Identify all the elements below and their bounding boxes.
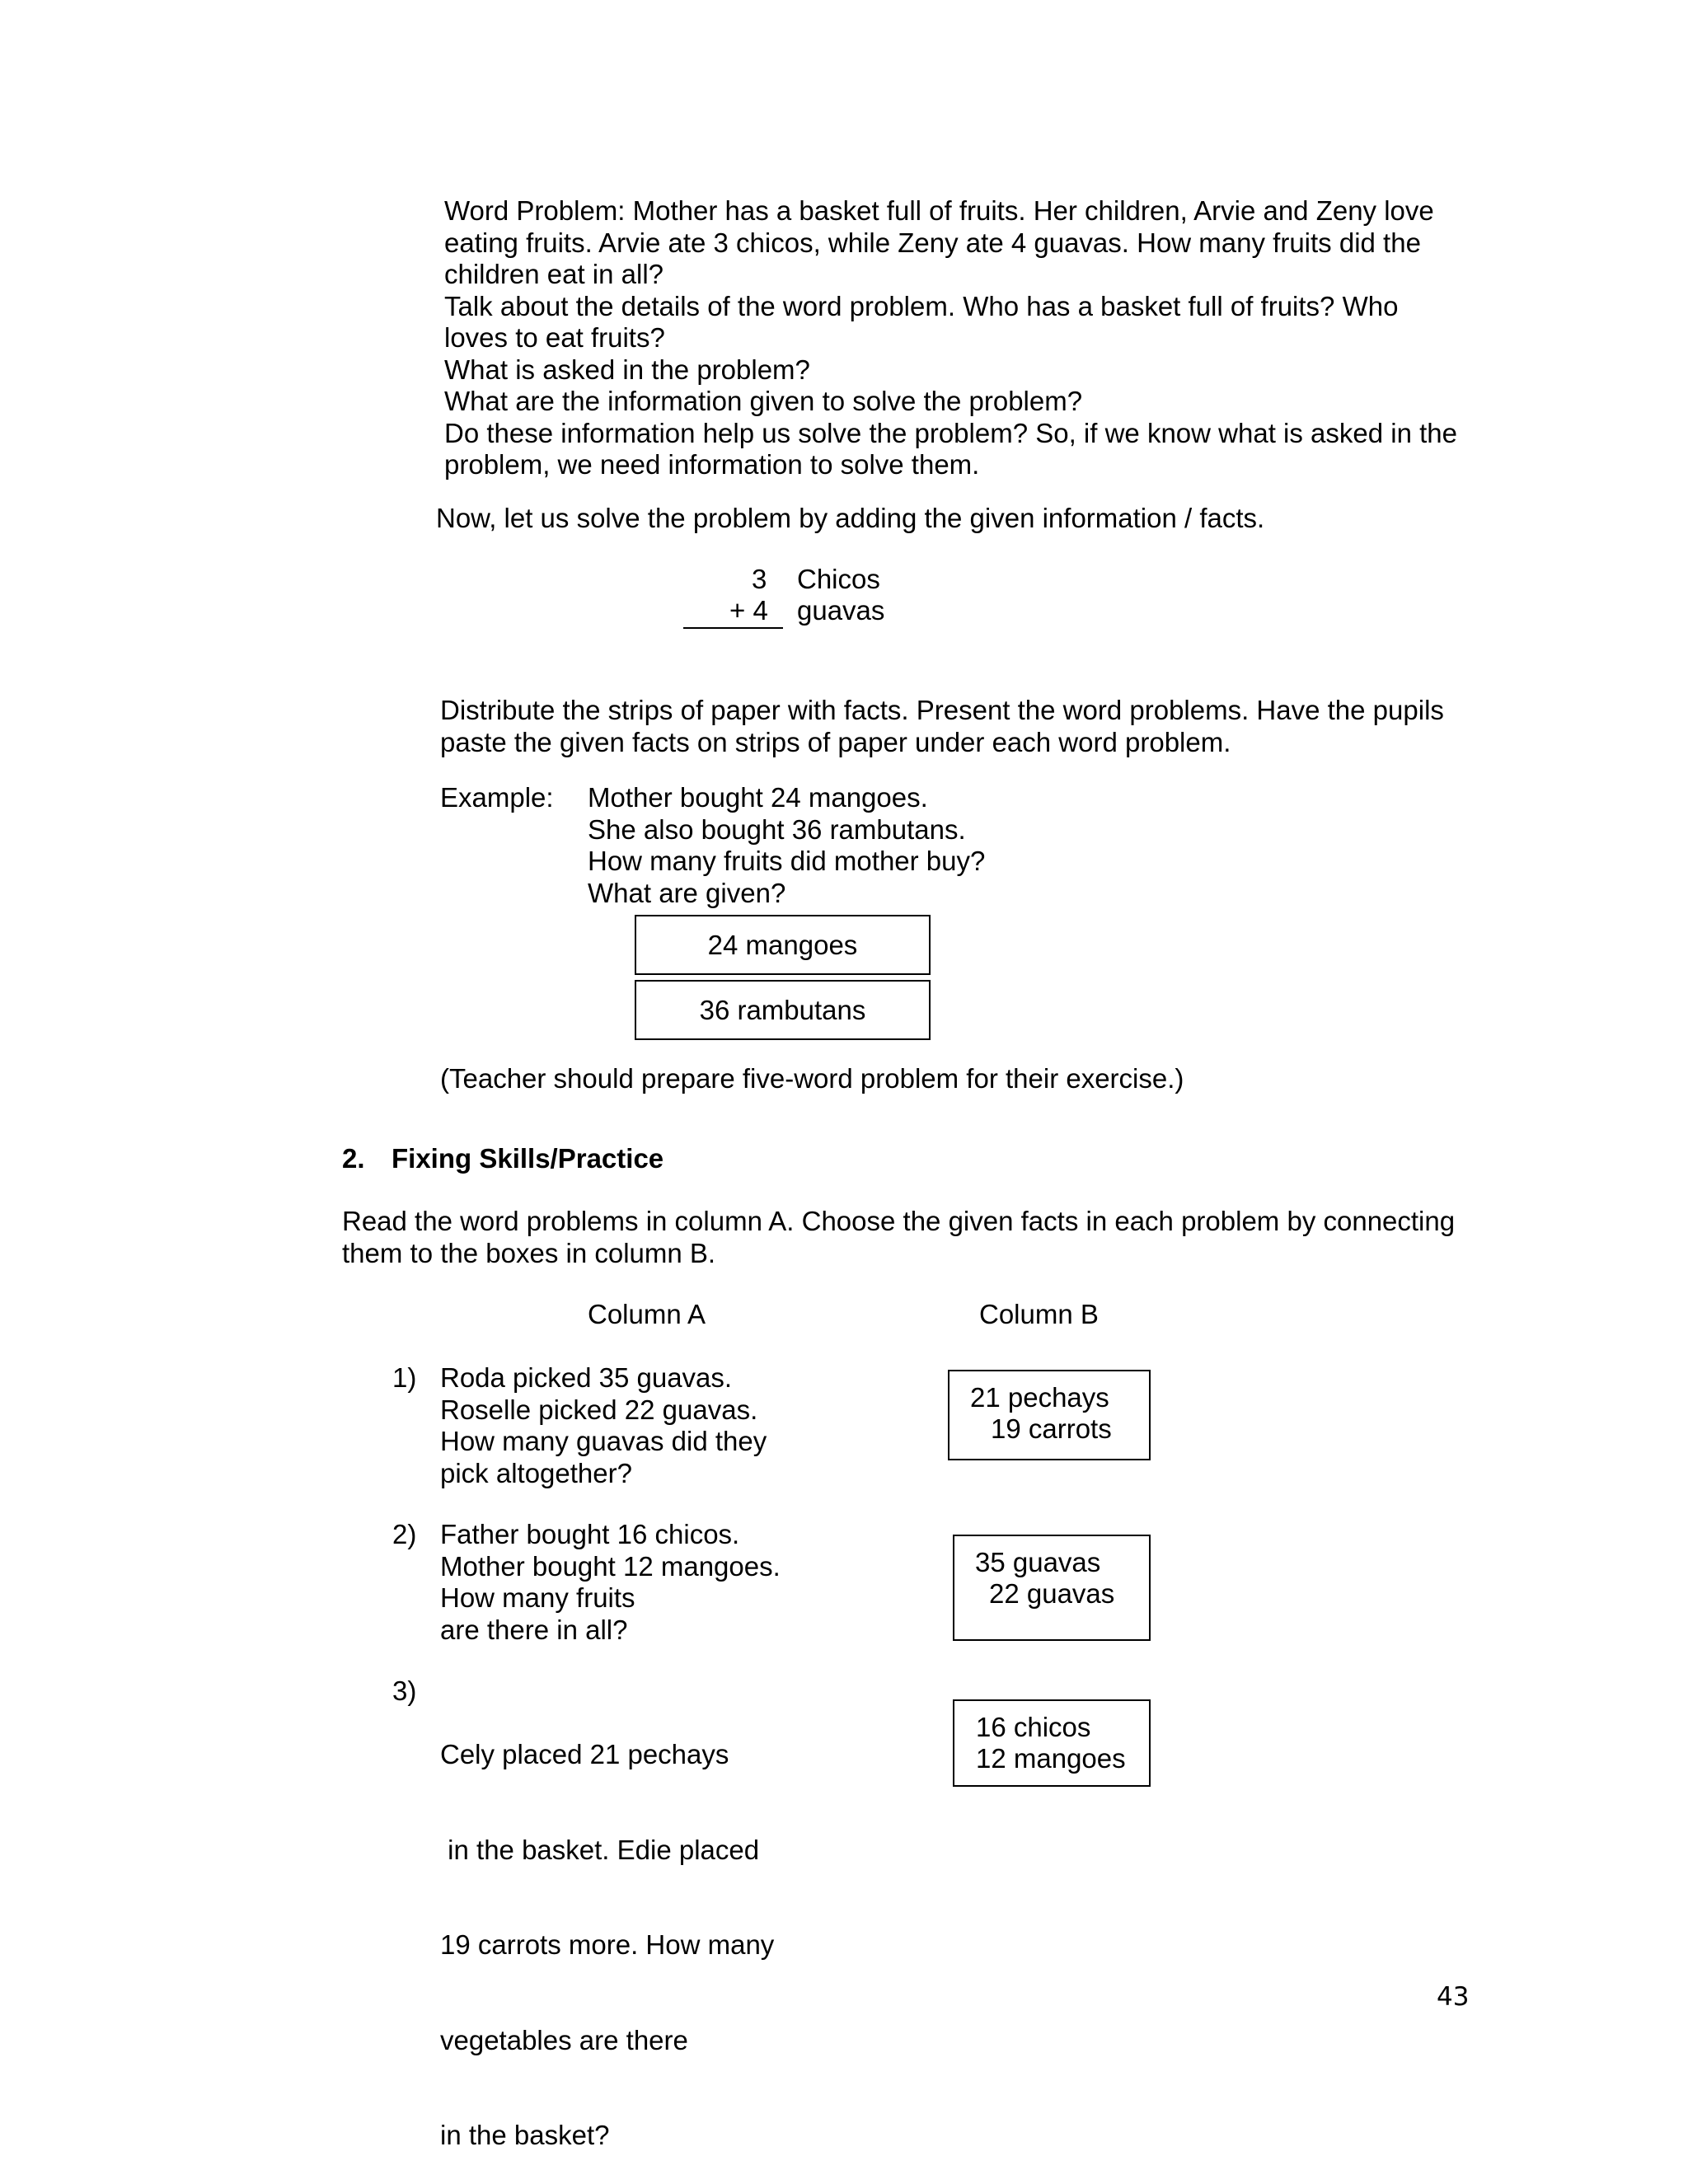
intro-line: Do these information help us solve the problem? So, if we know what is asked in the: [444, 417, 1457, 448]
column-b-box-line: 21 pechays: [970, 1382, 1109, 1413]
example-line: What are given?: [588, 877, 786, 908]
problem-line: pick altogether?: [440, 1457, 632, 1488]
sum-line: [683, 627, 783, 629]
section-number: 2.: [342, 1143, 365, 1174]
fact-strip-text: 24 mangoes: [707, 929, 858, 960]
fact-strip: [635, 980, 931, 1040]
distribute-line: Distribute the strips of paper with facts. Present the word problems. Have the pupils: [440, 695, 1444, 725]
intro-line: Word Problem: Mother has a basket full of fruits. Her children, Arvie and Zeny love: [444, 195, 1434, 226]
intro-line: loves to eat fruits?: [444, 322, 665, 353]
instructions-line: them to the boxes in column B.: [342, 1237, 716, 1268]
problem-line: Roda picked 35 guavas.: [440, 1362, 733, 1393]
example-text: [588, 782, 985, 909]
intro-line: Talk about the details of the word problem. Who has a basket full of fruits? Who: [444, 290, 1399, 321]
example-label: Example:: [440, 782, 554, 813]
instructions-line: Read the word problems in column A. Choose the given facts in each problem by connecting: [342, 1206, 1456, 1236]
teacher-note: (Teacher should prepare five-word problem for their exercise.): [440, 1063, 1184, 1094]
problem-text: [440, 1675, 774, 2183]
fact-strip: [635, 915, 931, 975]
example-line: She also bought 36 rambutans.: [588, 813, 966, 845]
problem-line: Roselle picked 22 guavas.: [440, 1394, 758, 1425]
column-b-box-line: 12 mangoes: [976, 1743, 1126, 1774]
problem-line: are there in all?: [440, 1614, 628, 1645]
column-b-box-line: 19 carrots: [991, 1413, 1112, 1444]
distribute-line: paste the given facts on strips of paper under each word problem.: [440, 726, 1231, 757]
addend-2-label: guavas: [797, 595, 885, 626]
column-b-box[interactable]: [953, 1535, 1151, 1641]
problem-line: Cely placed 21 pechays: [440, 1739, 729, 1769]
column-b-box[interactable]: [953, 1699, 1151, 1787]
column-b-box-line: 16 chicos: [976, 1712, 1091, 1742]
problem-line: 19 carrots more. How many: [440, 1929, 775, 1960]
intro-paragraph: [444, 195, 1457, 481]
example-line: How many fruits did mother buy?: [588, 846, 986, 876]
problem-number: 2): [392, 1519, 417, 1549]
problem-text: [440, 1519, 781, 1646]
distribute-paragraph: [440, 695, 1444, 758]
instructions: [342, 1206, 1455, 1269]
problem-line: How many guavas did they: [440, 1426, 767, 1456]
section-title: Fixing Skills/Practice: [392, 1143, 664, 1174]
intro-line: children eat in all?: [444, 259, 663, 289]
column-a-header: Column A: [588, 1299, 706, 1329]
problem-text: [440, 1362, 767, 1489]
example-line: Mother bought 24 mangoes.: [588, 782, 928, 813]
problem-line: vegetables are there: [440, 2024, 688, 2055]
problem-line: in the basket?: [440, 2120, 610, 2150]
column-b-box[interactable]: [948, 1370, 1151, 1460]
problem-line: How many fruits: [440, 1582, 635, 1613]
column-b-header: Column B: [979, 1299, 1099, 1329]
addend-2: + 4: [729, 595, 768, 626]
intro-line: What are the information given to solve the problem?: [444, 386, 1083, 416]
addend-1-label: Chicos: [797, 564, 880, 594]
addend-1: 3: [752, 564, 767, 594]
page-number: 43: [1437, 1982, 1470, 2012]
problem-line: Father bought 16 chicos.: [440, 1519, 740, 1549]
solve-intro: Now, let us solve the problem by adding the given information / facts.: [436, 503, 1265, 533]
problem-line: Mother bought 12 mangoes.: [440, 1550, 781, 1582]
column-b-box-line: 35 guavas: [975, 1547, 1101, 1577]
intro-line: problem, we need information to solve them.: [444, 449, 980, 480]
problem-number: 3): [392, 1675, 417, 1706]
fact-strip-text: 36 rambutans: [699, 994, 866, 1025]
column-b-box-line: 22 guavas: [989, 1578, 1115, 1609]
intro-line: What is asked in the problem?: [444, 354, 810, 385]
problem-line: in the basket. Edie placed: [440, 1834, 760, 1865]
problem-number: 1): [392, 1362, 417, 1393]
intro-line: eating fruits. Arvie ate 3 chicos, while Zeny ate 4 guavas. How many fruits did the: [444, 227, 1421, 258]
